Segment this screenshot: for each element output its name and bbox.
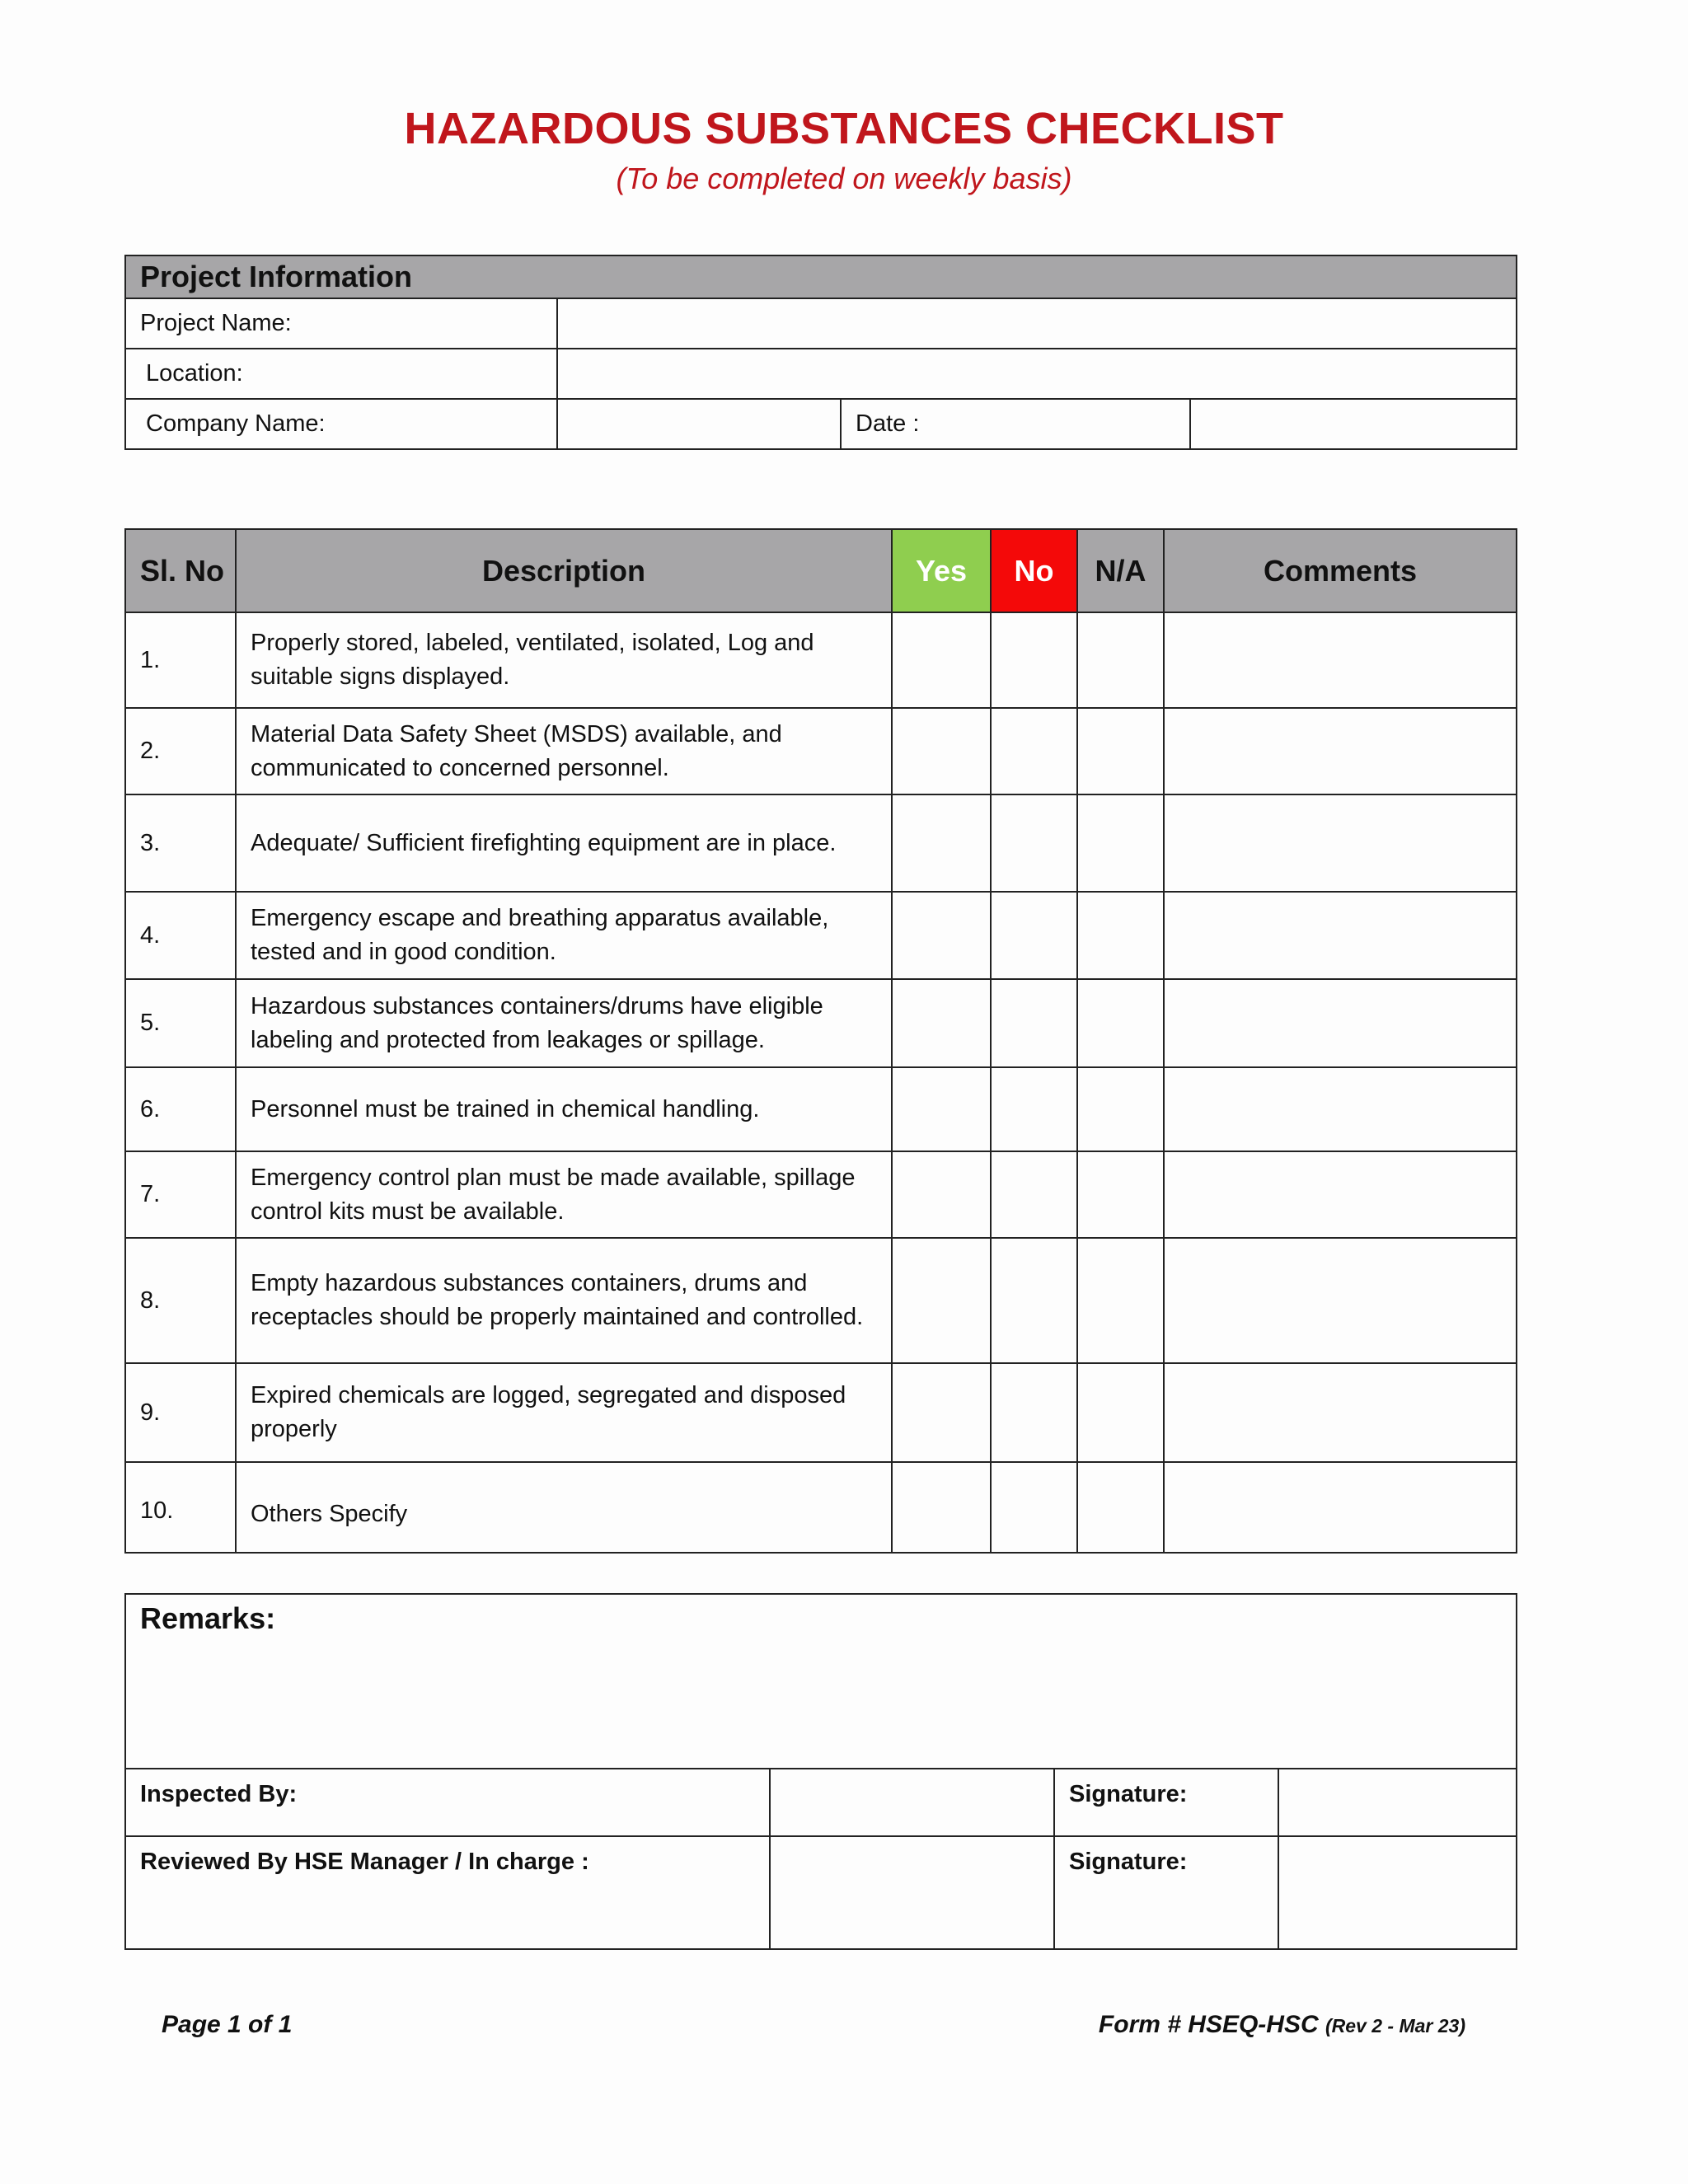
item-description: Others Specify xyxy=(236,1462,892,1553)
company-name-label: Company Name: xyxy=(125,399,557,449)
item-description: Emergency control plan must be made available, spillage control kits must be available. xyxy=(236,1151,892,1238)
item-number: 5. xyxy=(125,979,236,1067)
table-row xyxy=(125,979,1517,1067)
yes-cell[interactable] xyxy=(892,979,991,1067)
no-cell[interactable] xyxy=(991,1363,1077,1462)
na-cell[interactable] xyxy=(1077,1238,1164,1363)
na-cell[interactable] xyxy=(1077,892,1164,979)
comments-header: Comments xyxy=(1164,529,1517,612)
na-cell[interactable] xyxy=(1077,1363,1164,1462)
item-number: 6. xyxy=(125,1067,236,1151)
comments-cell[interactable] xyxy=(1164,979,1517,1067)
item-number: 10. xyxy=(125,1462,236,1553)
no-cell[interactable] xyxy=(991,892,1077,979)
document-subtitle: (To be completed on weekly basis) xyxy=(616,162,1072,195)
project-name-field[interactable] xyxy=(557,298,1517,349)
remarks-label: Remarks: xyxy=(140,1601,276,1635)
company-name-field[interactable] xyxy=(557,399,841,449)
item-number: 3. xyxy=(125,794,236,892)
item-description: Adequate/ Sufficient firefighting equipment are in place. xyxy=(236,794,892,892)
signature-label: Signature: xyxy=(1054,1769,1278,1836)
item-number: 1. xyxy=(125,612,236,708)
item-description: Empty hazardous substances containers, drums and receptacles should be properly maintained and controlled. xyxy=(236,1238,892,1363)
form-number-text: Form # HSEQ-HSC xyxy=(1098,2011,1319,2038)
item-description: Expired chemicals are logged, segregated and disposed properly xyxy=(236,1363,892,1462)
inspector-signature-field[interactable] xyxy=(1278,1769,1517,1836)
comments-cell[interactable] xyxy=(1164,612,1517,708)
table-row xyxy=(125,1238,1517,1363)
project-info-table xyxy=(124,255,1517,450)
yes-cell[interactable] xyxy=(892,612,991,708)
na-cell[interactable] xyxy=(1077,794,1164,892)
reviewed-by-label: Reviewed By HSE Manager / In charge : xyxy=(125,1836,770,1949)
form-revision: (Rev 2 - Mar 23) xyxy=(1325,2015,1465,2036)
table-row xyxy=(125,794,1517,892)
inspected-by-label: Inspected By: xyxy=(125,1769,770,1836)
comments-cell[interactable] xyxy=(1164,708,1517,794)
reviewer-signature-field[interactable] xyxy=(1278,1836,1517,1949)
na-cell[interactable] xyxy=(1077,1462,1164,1553)
item-description: Personnel must be trained in chemical handling. xyxy=(236,1067,892,1151)
comments-cell[interactable] xyxy=(1164,1238,1517,1363)
na-cell[interactable] xyxy=(1077,708,1164,794)
remarks-table xyxy=(124,1593,1517,1950)
item-description: Properly stored, labeled, ventilated, isolated, Log and suitable signs displayed. xyxy=(236,612,892,708)
description-header: Description xyxy=(236,529,892,612)
no-cell[interactable] xyxy=(991,979,1077,1067)
reviewed-by-field[interactable] xyxy=(770,1836,1054,1949)
na-cell[interactable] xyxy=(1077,1067,1164,1151)
item-description: Material Data Safety Sheet (MSDS) available, and communicated to concerned personnel. xyxy=(236,708,892,794)
yes-cell[interactable] xyxy=(892,708,991,794)
date-label: Date : xyxy=(841,399,1190,449)
project-name-label: Project Name: xyxy=(125,298,557,349)
location-label: Location: xyxy=(125,349,557,399)
table-row xyxy=(125,1151,1517,1238)
na-cell[interactable] xyxy=(1077,979,1164,1067)
inspected-by-field[interactable] xyxy=(770,1769,1054,1836)
checklist-table xyxy=(124,528,1517,1554)
location-field[interactable] xyxy=(557,349,1517,399)
no-cell[interactable] xyxy=(991,1151,1077,1238)
comments-cell[interactable] xyxy=(1164,1363,1517,1462)
project-info-header: Project Information xyxy=(125,255,1517,298)
item-description: Hazardous substances containers/drums have eligible labeling and protected from leakages or spillage. xyxy=(236,979,892,1067)
yes-cell[interactable] xyxy=(892,794,991,892)
comments-cell[interactable] xyxy=(1164,794,1517,892)
form-number xyxy=(1099,2011,1465,2039)
no-cell[interactable] xyxy=(991,1462,1077,1553)
table-row xyxy=(125,1363,1517,1462)
comments-cell[interactable] xyxy=(1164,892,1517,979)
signature-label: Signature: xyxy=(1054,1836,1278,1949)
sl-no-header: Sl. No xyxy=(125,529,236,612)
item-number: 9. xyxy=(125,1363,236,1462)
no-cell[interactable] xyxy=(991,1067,1077,1151)
item-number: 8. xyxy=(125,1238,236,1363)
no-cell[interactable] xyxy=(991,1238,1077,1363)
item-number: 4. xyxy=(125,892,236,979)
table-row xyxy=(125,1067,1517,1151)
item-number: 7. xyxy=(125,1151,236,1238)
item-number: 2. xyxy=(125,708,236,794)
date-field[interactable] xyxy=(1190,399,1517,449)
no-cell[interactable] xyxy=(991,794,1077,892)
yes-cell[interactable] xyxy=(892,1067,991,1151)
no-cell[interactable] xyxy=(991,708,1077,794)
page-number: Page 1 of 1 xyxy=(162,2011,293,2038)
comments-cell[interactable] xyxy=(1164,1151,1517,1238)
comments-cell[interactable] xyxy=(1164,1067,1517,1151)
yes-header: Yes xyxy=(892,529,991,612)
yes-cell[interactable] xyxy=(892,1462,991,1553)
no-cell[interactable] xyxy=(991,612,1077,708)
comments-cell[interactable] xyxy=(1164,1462,1517,1553)
item-description: Emergency escape and breathing apparatus available, tested and in good condition. xyxy=(236,892,892,979)
remarks-area[interactable] xyxy=(125,1594,1517,1769)
document-title: HAZARDOUS SUBSTANCES CHECKLIST xyxy=(404,104,1284,153)
table-row xyxy=(125,708,1517,794)
yes-cell[interactable] xyxy=(892,1151,991,1238)
yes-cell[interactable] xyxy=(892,892,991,979)
table-row xyxy=(125,892,1517,979)
na-cell[interactable] xyxy=(1077,1151,1164,1238)
table-row xyxy=(125,612,1517,708)
na-cell[interactable] xyxy=(1077,612,1164,708)
no-header: No xyxy=(991,529,1077,612)
table-row xyxy=(125,1462,1517,1553)
yes-cell[interactable] xyxy=(892,1238,991,1363)
yes-cell[interactable] xyxy=(892,1363,991,1462)
na-header: N/A xyxy=(1077,529,1164,612)
